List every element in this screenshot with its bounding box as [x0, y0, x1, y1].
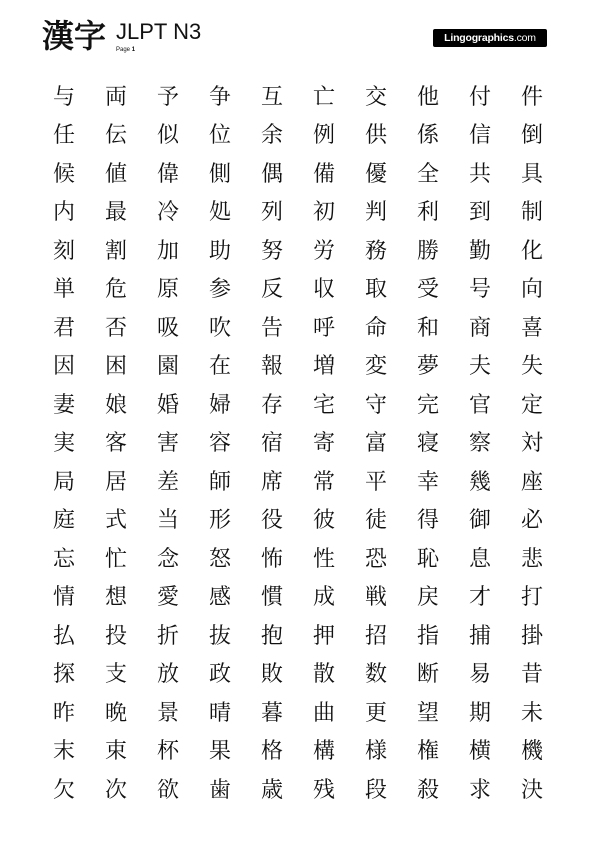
kanji-cell: 割: [104, 238, 127, 264]
kanji-cell: 守: [364, 392, 387, 418]
kanji-cell: 処: [208, 200, 231, 226]
kanji-cell: 偉: [156, 161, 179, 187]
kanji-cell: 客: [104, 431, 127, 457]
kanji-cell: 他: [416, 84, 439, 110]
kanji-cell: 晩: [104, 700, 127, 726]
kanji-cell: 構: [312, 739, 335, 765]
kanji-cell: 値: [104, 161, 127, 187]
kanji-cell: 得: [416, 508, 439, 534]
kanji-cell: 師: [208, 469, 231, 495]
kanji-cell: 式: [104, 508, 127, 534]
kanji-cell: 散: [312, 662, 335, 688]
kanji-cell: 席: [260, 469, 283, 495]
kanji-cell: 初: [312, 200, 335, 226]
kanji-cell: 予: [156, 84, 179, 110]
title-level: JLPT N3: [116, 19, 202, 44]
kanji-cell: 報: [260, 354, 283, 380]
kanji-cell: 助: [208, 238, 231, 264]
kanji-cell: 婚: [156, 392, 179, 418]
kanji-cell: 未: [520, 700, 543, 726]
kanji-cell: 優: [364, 161, 387, 187]
kanji-cell: 政: [208, 662, 231, 688]
kanji-cell: 妻: [52, 392, 75, 418]
kanji-cell: 欠: [52, 777, 75, 803]
kanji-cell: 共: [468, 161, 491, 187]
kanji-cell: 取: [364, 277, 387, 303]
kanji-cell: 殺: [416, 777, 439, 803]
kanji-cell: 支: [104, 662, 127, 688]
kanji-cell: 忙: [104, 546, 127, 572]
kanji-cell: 怒: [208, 546, 231, 572]
kanji-cell: 付: [468, 84, 491, 110]
kanji-cell: 曲: [312, 700, 335, 726]
kanji-cell: 察: [468, 431, 491, 457]
kanji-cell: 指: [416, 623, 439, 649]
kanji-cell: 押: [312, 623, 335, 649]
kanji-cell: 宿: [260, 431, 283, 457]
kanji-cell: 原: [156, 277, 179, 303]
kanji-cell: 感: [208, 585, 231, 611]
kanji-cell: 想: [104, 585, 127, 611]
kanji-cell: 似: [156, 123, 179, 149]
kanji-cell: 両: [104, 84, 127, 110]
kanji-cell: 判: [364, 200, 387, 226]
kanji-cell: 探: [52, 662, 75, 688]
kanji-cell: 束: [104, 739, 127, 765]
kanji-cell: 夢: [416, 354, 439, 380]
kanji-cell: 互: [260, 84, 283, 110]
kanji-cell: 勝: [416, 238, 439, 264]
kanji-cell: 信: [468, 123, 491, 149]
kanji-cell: 収: [312, 277, 335, 303]
kanji-cell: 化: [520, 238, 543, 264]
kanji-cell: 富: [364, 431, 387, 457]
kanji-cell: 園: [156, 354, 179, 380]
kanji-cell: 折: [156, 623, 179, 649]
kanji-cell: 局: [52, 469, 75, 495]
kanji-cell: 商: [468, 315, 491, 341]
kanji-cell: 欲: [156, 777, 179, 803]
kanji-cell: 参: [208, 277, 231, 303]
kanji-cell: 性: [312, 546, 335, 572]
kanji-cell: 居: [104, 469, 127, 495]
kanji-cell: 変: [364, 354, 387, 380]
kanji-cell: 念: [156, 546, 179, 572]
title-kanji: 漢字: [42, 17, 107, 55]
kanji-cell: 係: [416, 123, 439, 149]
kanji-cell: 最: [104, 200, 127, 226]
brand-logo[interactable]: [433, 29, 547, 47]
kanji-cell: 務: [364, 238, 387, 264]
kanji-cell: 任: [52, 123, 75, 149]
kanji-cell: 号: [468, 277, 491, 303]
kanji-cell: 権: [416, 739, 439, 765]
kanji-cell: 求: [468, 777, 491, 803]
kanji-cell: 打: [520, 585, 543, 611]
kanji-cell: 余: [260, 123, 283, 149]
kanji-cell: 杯: [156, 739, 179, 765]
kanji-cell: 勤: [468, 238, 491, 264]
kanji-cell: 庭: [52, 508, 75, 534]
kanji-cell: 次: [104, 777, 127, 803]
kanji-cell: 刻: [52, 238, 75, 264]
kanji-cell: 官: [468, 392, 491, 418]
kanji-cell: 与: [52, 84, 75, 110]
kanji-cell: 増: [312, 354, 335, 380]
page-indicator: [116, 46, 135, 54]
kanji-cell: 招: [364, 623, 387, 649]
page-label: Page: [116, 47, 131, 53]
kanji-cell: 亡: [312, 84, 335, 110]
kanji-cell: 娘: [104, 392, 127, 418]
kanji-cell: 寝: [416, 431, 439, 457]
kanji-cell: 幾: [468, 469, 491, 495]
kanji-cell: 望: [416, 700, 439, 726]
kanji-cell: 様: [364, 739, 387, 765]
kanji-cell: 害: [156, 431, 179, 457]
kanji-cell: 失: [520, 354, 543, 380]
kanji-cell: 機: [520, 739, 543, 765]
kanji-cell: 当: [156, 508, 179, 534]
kanji-cell: 戻: [416, 585, 439, 611]
kanji-cell: 吸: [156, 315, 179, 341]
kanji-cell: 愛: [156, 585, 179, 611]
kanji-cell: 投: [104, 623, 127, 649]
page-header: [0, 0, 600, 70]
kanji-cell: 役: [260, 508, 283, 534]
kanji-cell: 掛: [520, 623, 543, 649]
kanji-cell: 向: [520, 277, 543, 303]
kanji-cell: 否: [104, 315, 127, 341]
kanji-cell: 払: [52, 623, 75, 649]
kanji-cell: 婦: [208, 392, 231, 418]
kanji-cell: 命: [364, 315, 387, 341]
kanji-cell: 平: [364, 469, 387, 495]
kanji-cell: 期: [468, 700, 491, 726]
kanji-cell: 決: [520, 777, 543, 803]
kanji-cell: 吹: [208, 315, 231, 341]
kanji-cell: 差: [156, 469, 179, 495]
kanji-cell: 才: [468, 585, 491, 611]
kanji-cell: 内: [52, 200, 75, 226]
kanji-cell: 座: [520, 469, 543, 495]
kanji-cell: 加: [156, 238, 179, 264]
kanji-cell: 慣: [260, 585, 283, 611]
kanji-cell: 反: [260, 277, 283, 303]
kanji-cell: 君: [52, 315, 75, 341]
kanji-cell: 実: [52, 431, 75, 457]
kanji-cell: 徒: [364, 508, 387, 534]
kanji-cell: 供: [364, 123, 387, 149]
kanji-cell: 幸: [416, 469, 439, 495]
kanji-cell: 段: [364, 777, 387, 803]
kanji-cell: 暮: [260, 700, 283, 726]
kanji-cell: 必: [520, 508, 543, 534]
kanji-cell: 備: [312, 161, 335, 187]
kanji-cell: 件: [520, 84, 543, 110]
kanji-cell: 争: [208, 84, 231, 110]
kanji-cell: 残: [312, 777, 335, 803]
kanji-cell: 晴: [208, 700, 231, 726]
kanji-cell: 成: [312, 585, 335, 611]
kanji-cell: 努: [260, 238, 283, 264]
kanji-cell: 更: [364, 700, 387, 726]
kanji-cell: 断: [416, 662, 439, 688]
kanji-cell: 例: [312, 123, 335, 149]
kanji-cell: 彼: [312, 508, 335, 534]
kanji-cell: 定: [520, 392, 543, 418]
kanji-cell: 告: [260, 315, 283, 341]
kanji-cell: 昨: [52, 700, 75, 726]
kanji-cell: 恥: [416, 546, 439, 572]
kanji-cell: 喜: [520, 315, 543, 341]
kanji-cell: 横: [468, 739, 491, 765]
kanji-cell: 常: [312, 469, 335, 495]
kanji-cell: 抱: [260, 623, 283, 649]
kanji-cell: 位: [208, 123, 231, 149]
kanji-cell: 困: [104, 354, 127, 380]
kanji-cell: 息: [468, 546, 491, 572]
kanji-cell: 歳: [260, 777, 283, 803]
kanji-cell: 労: [312, 238, 335, 264]
kanji-cell: 到: [468, 200, 491, 226]
kanji-cell: 歯: [208, 777, 231, 803]
kanji-cell: 忘: [52, 546, 75, 572]
kanji-cell: 末: [52, 739, 75, 765]
kanji-cell: 列: [260, 200, 283, 226]
kanji-cell: 完: [416, 392, 439, 418]
kanji-cell: 倒: [520, 123, 543, 149]
kanji-cell: 単: [52, 277, 75, 303]
kanji-cell: 候: [52, 161, 75, 187]
kanji-cell: 易: [468, 662, 491, 688]
kanji-cell: 因: [52, 354, 75, 380]
kanji-cell: 数: [364, 662, 387, 688]
kanji-cell: 危: [104, 277, 127, 303]
kanji-cell: 景: [156, 700, 179, 726]
kanji-cell: 存: [260, 392, 283, 418]
kanji-cell: 格: [260, 739, 283, 765]
kanji-cell: 抜: [208, 623, 231, 649]
kanji-cell: 伝: [104, 123, 127, 149]
kanji-cell: 悲: [520, 546, 543, 572]
kanji-cell: 制: [520, 200, 543, 226]
kanji-cell: 放: [156, 662, 179, 688]
kanji-cell: 対: [520, 431, 543, 457]
kanji-cell: 捕: [468, 623, 491, 649]
kanji-cell: 容: [208, 431, 231, 457]
kanji-cell: 偶: [260, 161, 283, 187]
kanji-cell: 全: [416, 161, 439, 187]
kanji-cell: 受: [416, 277, 439, 303]
kanji-cell: 具: [520, 161, 543, 187]
kanji-cell: 御: [468, 508, 491, 534]
page-number: 1: [131, 47, 136, 53]
kanji-cell: 昔: [520, 662, 543, 688]
kanji-cell: 戦: [364, 585, 387, 611]
kanji-cell: 呼: [312, 315, 335, 341]
kanji-cell: 利: [416, 200, 439, 226]
kanji-cell: 交: [364, 84, 387, 110]
kanji-cell: 在: [208, 354, 231, 380]
kanji-cell: 形: [208, 508, 231, 534]
kanji-cell: 冷: [156, 200, 179, 226]
kanji-cell: 夫: [468, 354, 491, 380]
kanji-cell: 果: [208, 739, 231, 765]
kanji-cell: 情: [52, 585, 75, 611]
kanji-cell: 恐: [364, 546, 387, 572]
kanji-cell: 敗: [260, 662, 283, 688]
kanji-cell: 和: [416, 315, 439, 341]
kanji-cell: 怖: [260, 546, 283, 572]
kanji-cell: 宅: [312, 392, 335, 418]
kanji-grid: [38, 76, 558, 808]
kanji-cell: 側: [208, 161, 231, 187]
brand-name: Lingographics: [444, 32, 514, 44]
brand-tld: .com: [513, 32, 536, 44]
kanji-cell: 寄: [312, 431, 335, 457]
